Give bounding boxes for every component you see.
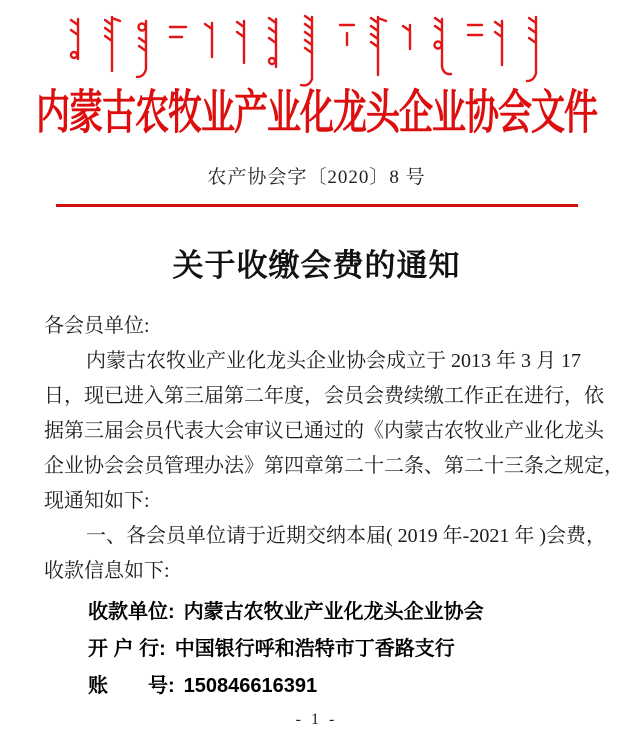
mongolian-word: [403, 25, 410, 49]
body-line: 内蒙古农牧业产业化龙头企业协会成立于 2013 年 3 月 17: [86, 350, 581, 372]
bank-value: 中国银行呼和浩特市丁香路支行: [174, 638, 455, 660]
mongolian-word: [170, 27, 186, 37]
mongolian-word: [371, 17, 386, 75]
bank-label: 开 户 行:: [88, 638, 166, 660]
document-number: 农产协会字〔2020〕8 号: [207, 167, 426, 188]
mongolian-word: [269, 18, 276, 67]
bank-label: 账 号:: [88, 675, 175, 697]
mongolian-word: [468, 25, 482, 35]
mongolian-word: [495, 21, 502, 65]
bank-label: 收款单位:: [88, 601, 175, 623]
bank-value: 150846616391: [183, 675, 318, 697]
mongolian-word: [71, 19, 78, 59]
mongolian-word: [434, 18, 451, 74]
mongolian-word: [137, 21, 146, 77]
salutation: 各会员单位:: [44, 315, 150, 337]
mongolian-word: [237, 21, 244, 63]
page-number: - 1 -: [295, 711, 338, 728]
bank-value: 内蒙古农牧业产业化龙头企业协会: [183, 601, 484, 623]
body-line: 一、各会员单位请于近期交纳本届( 2019 年-2021 年 )会费，: [86, 525, 606, 547]
body-line: 日，现已进入第三届第二年度，会员会费续缴工作正在进行，依: [44, 385, 604, 407]
body-line: 据第三届会员代表大会审议已通过的《内蒙古农牧业产业化龙头: [44, 420, 604, 442]
issuer-title: 内蒙古农牧业产业化龙头企业协会文件: [36, 88, 597, 140]
body-line: 企业协会会员管理办法》第四章第二十二条、第二十三条之规定，: [44, 455, 624, 477]
mongolian-word: [301, 16, 312, 85]
mongolian-word: [105, 17, 120, 71]
bank-row-bank: [88, 631, 595, 668]
mongolian-word: [527, 17, 536, 81]
body-line: 现通知如下:: [44, 490, 150, 512]
bank-row-account: [88, 668, 595, 705]
notice-title: 关于收缴会费的通知: [172, 248, 461, 283]
notice-body: [44, 309, 624, 705]
mongolian-word: [205, 23, 212, 57]
red-divider-rule: [56, 204, 578, 207]
bank-info: [44, 594, 595, 705]
body-line: 收款信息如下:: [44, 560, 170, 582]
bank-row-payee: [88, 594, 595, 631]
mongolian-word: [340, 25, 354, 45]
